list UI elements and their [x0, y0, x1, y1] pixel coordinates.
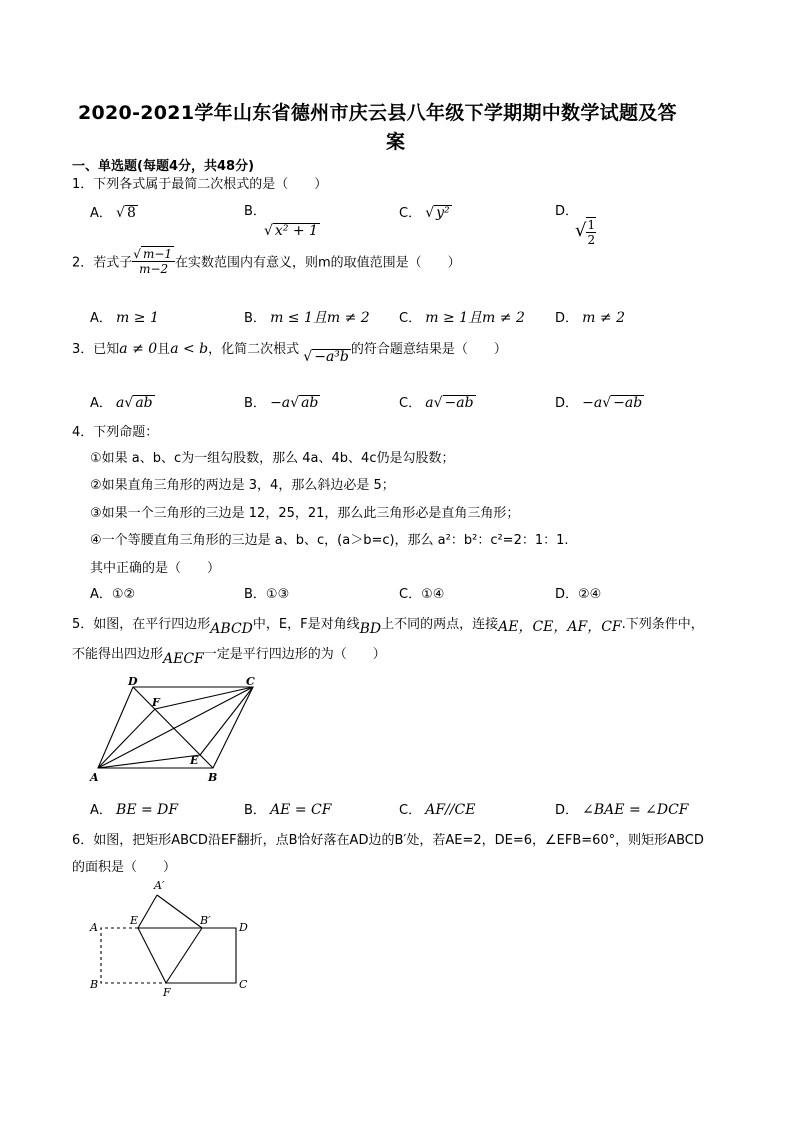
q4-option-a[interactable]: [90, 583, 135, 602]
segment-ea1: [138, 895, 157, 928]
q6-stem-line2: 的面积是（ ）: [72, 860, 177, 875]
segment-a1b1: [157, 895, 202, 928]
fraction-denominator: 2: [587, 233, 596, 247]
q3-option-d[interactable]: D． −a√ −ab: [555, 395, 643, 411]
q5-option-a[interactable]: [90, 799, 178, 818]
q1-stem: 1．下列各式属于最简二次根式的是（ ）: [72, 177, 328, 192]
option-label: C．: [399, 587, 422, 602]
segment-ae: [98, 755, 200, 768]
page-title-line1: 2020-2021学年山东省德州市庆云县八年级下学期期中数学试题及答: [78, 102, 677, 124]
option-text: ②④: [578, 587, 602, 602]
q4-option-d[interactable]: [555, 583, 601, 602]
radicand: ab: [135, 395, 153, 411]
radicand: −ab: [444, 395, 474, 411]
radicand: y²: [436, 205, 450, 221]
q4-statement-2: ②如果直角三角形的两边是 3，4，那么斜边必是 5；: [90, 478, 395, 493]
label-a: A: [90, 921, 98, 934]
q2-stem: 2．若式子 $\frac{√ m-1}{m-2}$ 在实数范围内有意义，则m的取值范围是（ ）: [72, 247, 461, 276]
coefficient: −a: [270, 395, 291, 411]
q3-and: 且: [157, 342, 171, 357]
q4-option-c[interactable]: [399, 583, 444, 602]
option-label: D．: [555, 803, 579, 818]
q4-statement-4: ④一个等腰直角三角形的三边是 a、b、c，(a＞b=c)，那么 a²：b²：c²=2：1：1.: [90, 533, 569, 548]
q5-shape: AECF: [163, 651, 204, 667]
radicand: −ab: [613, 395, 643, 411]
option-label: D．: [555, 396, 579, 411]
q4-question: 其中正确的是（ ）: [90, 561, 221, 576]
label-b-prime: B′: [200, 914, 211, 927]
label-d: D: [239, 921, 248, 934]
option-text: m ≥ 1: [116, 310, 159, 326]
q5-stem-line1: [72, 613, 704, 637]
q5-text: 一定是平行四边形的为（ ）: [203, 647, 386, 662]
label-f: F: [152, 696, 160, 709]
q2-option-c[interactable]: [399, 307, 525, 327]
section-heading: 一、单选题(每题4分，共48分): [72, 159, 255, 174]
q3-mid: ，化简二次根式: [208, 342, 300, 357]
q3-suffix: 的符合题意结果是（ ）: [350, 342, 507, 357]
q3-option-a[interactable]: A． a√ ab: [90, 395, 153, 411]
q1-option-d[interactable]: D． √ $\frac{1}{2}$: [555, 204, 596, 247]
q5-option-d[interactable]: [555, 799, 689, 818]
q5-option-b[interactable]: [244, 799, 331, 818]
q2-suffix: 在实数范围内有意义，则m的取值范围是（ ）: [175, 255, 461, 271]
label-d: D: [128, 675, 138, 688]
q4-statement-1: ①如果 a、b、c为一组勾股数，那么 4a、4b、4c仍是勾股数；: [90, 451, 455, 466]
q3-condition-2: a < b: [170, 341, 209, 357]
label-c: C: [246, 675, 255, 688]
option-label: B．: [244, 803, 266, 818]
option-text: m ≠ 2: [582, 310, 625, 326]
q2-option-b[interactable]: [244, 307, 370, 327]
q2-denominator: m−2: [139, 262, 169, 276]
q5-stem-line2: [72, 643, 386, 667]
option-label: A．: [90, 396, 112, 411]
option-label: A．: [90, 311, 112, 326]
option-text: BE = DF: [116, 802, 179, 818]
fraction-numerator: 1: [587, 218, 596, 232]
label-a: A: [90, 771, 99, 784]
q2-option-d[interactable]: [555, 307, 625, 326]
radicand: 8: [126, 205, 136, 221]
option-text: ①④: [421, 587, 445, 602]
rectangle-folded-part: [101, 928, 166, 983]
option-label: C．: [399, 311, 422, 326]
coefficient: a: [116, 395, 125, 411]
q3-stem: 3．已知a ≠ 0且a < b，化简二次根式 √ −a³b 的符合题意结果是（ ）: [72, 341, 507, 365]
option-label: D．: [555, 587, 579, 602]
option-label: D．: [555, 204, 579, 219]
q6-stem-line1: 6．如图，把矩形ABCD沿EF翻折，点B恰好落在AD边的B′处，若AE=2，DE=6，∠EFB=60°，则矩形ABCD: [72, 833, 704, 848]
q1-option-a[interactable]: A． √ 8: [90, 205, 136, 221]
label-b: B: [90, 978, 99, 991]
q5-option-c[interactable]: [399, 799, 475, 818]
segment-fb1: [166, 928, 202, 983]
q2-numerator: m−1: [142, 247, 173, 261]
q5-text: .下列条件中，: [621, 617, 704, 632]
fold-line-ef: [138, 928, 166, 983]
radicand: x² + 1: [274, 223, 318, 239]
q4-option-b[interactable]: [244, 583, 289, 602]
label-a-prime: A′: [154, 879, 165, 892]
q3-option-b[interactable]: B． −a√ ab: [244, 395, 319, 411]
label-f: F: [163, 986, 171, 998]
coefficient: a: [425, 395, 434, 411]
q4-stem: 4．下列命题：: [72, 425, 159, 440]
q5-text: 上不同的两点，连接: [381, 617, 499, 632]
q4-statement-3: ③如果一个三角形的三边是 12，25，21，那么此三角形必是直角三角形；: [90, 506, 520, 521]
option-text: m ≥ 1且m ≠ 2: [425, 310, 525, 326]
q5-diagonal: BD: [359, 621, 382, 637]
segment-af: [98, 709, 155, 768]
label-c: C: [239, 978, 248, 991]
radicand: ab: [301, 395, 319, 411]
option-label: C．: [399, 396, 422, 411]
option-label: A．: [90, 587, 112, 602]
q2-option-a[interactable]: [90, 307, 159, 326]
option-text: ①②: [111, 587, 136, 602]
option-label: B．: [244, 204, 266, 219]
option-text: m ≤ 1且m ≠ 2: [270, 310, 370, 326]
option-label: B．: [244, 396, 266, 411]
q3-option-c[interactable]: C． a√ −ab: [399, 395, 474, 411]
option-label: A．: [90, 803, 112, 818]
q1-option-b[interactable]: B． √ x² + 1: [244, 204, 318, 239]
option-label: B．: [244, 311, 266, 326]
label-e: E: [190, 754, 199, 767]
q5-text: 中，E，F是对角线: [252, 617, 360, 632]
q3-prefix: 3．已知: [72, 342, 120, 357]
coefficient: −a: [582, 395, 603, 411]
option-text: AF//CE: [425, 802, 476, 818]
option-label: B．: [244, 587, 266, 602]
option-label: A．: [90, 206, 112, 221]
q5-figure-parallelogram: [88, 675, 268, 787]
q5-segments: AE，CE，AF，CF: [498, 619, 622, 635]
q2-prefix: 2．若式子: [72, 255, 133, 271]
label-e: E: [130, 914, 139, 927]
q6-figure-folded-rectangle: [86, 876, 256, 998]
label-b: B: [208, 771, 218, 784]
option-text: AE = CF: [270, 802, 332, 818]
q1-option-c[interactable]: C． √ y²: [399, 205, 450, 221]
q3-radicand: −a³b: [314, 349, 349, 365]
option-label: D．: [555, 311, 579, 326]
diagonal-ac: [98, 687, 253, 768]
q5-shape: ABCD: [210, 621, 253, 637]
page-title-line2: 案: [386, 131, 406, 153]
option-label: C．: [399, 206, 422, 221]
option-label: C．: [399, 803, 422, 818]
q5-text: 5．如图，在平行四边形: [72, 617, 211, 632]
option-text: ①③: [265, 587, 290, 602]
rectangle-solid-edges: [166, 928, 236, 983]
q5-text: 不能得出四边形: [72, 647, 164, 662]
q3-condition-1: a ≠ 0: [119, 341, 158, 357]
option-text: ∠BAE = ∠DCF: [582, 802, 689, 818]
